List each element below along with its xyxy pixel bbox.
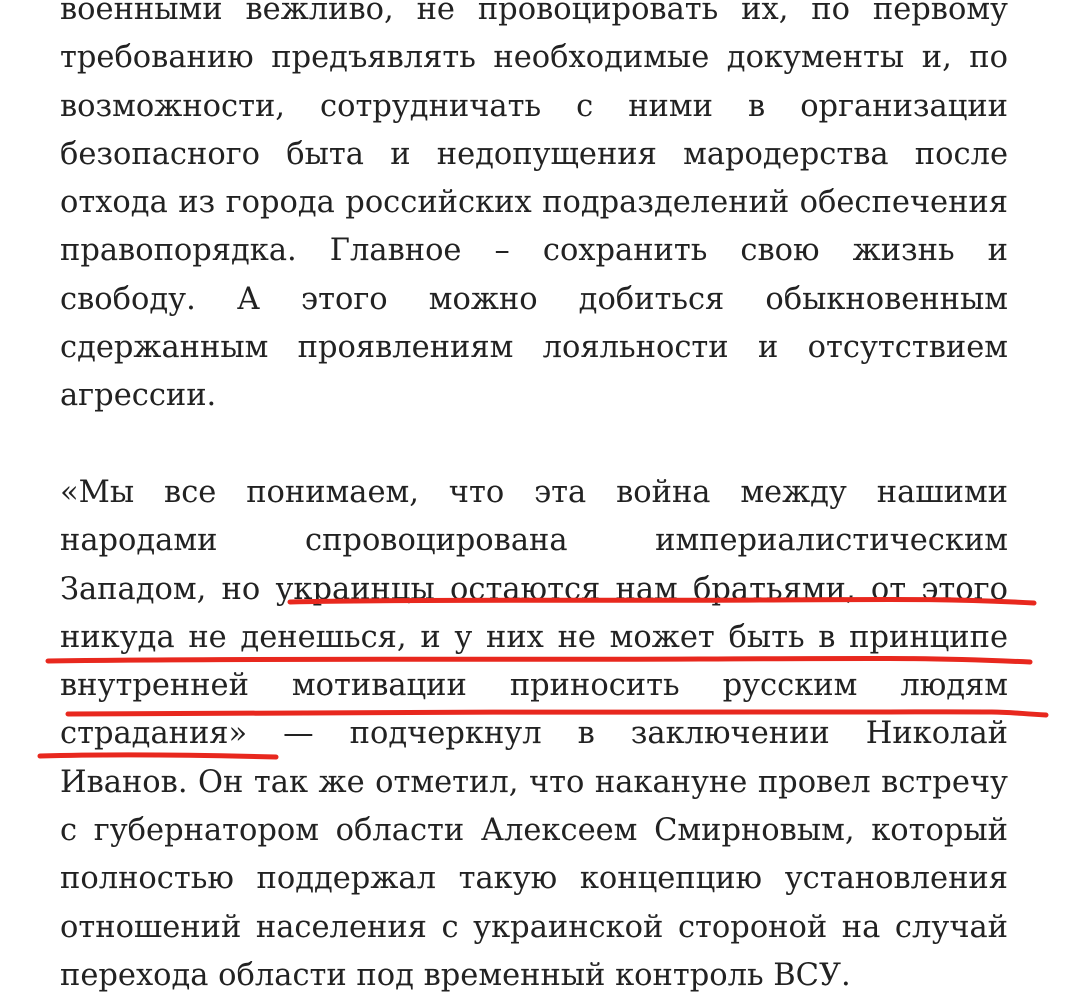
text-line: полностью поддержал такую концепцию установления bbox=[60, 861, 1008, 897]
text-line: возможности, сотрудничать с ними в организации bbox=[60, 88, 1008, 124]
text-line: с губернатором области Алексеем Смирновым, который bbox=[60, 813, 1008, 849]
text-line: правопорядка. Главное – сохранить свою жизнь и bbox=[60, 233, 1008, 269]
text-line: отхода из города российских подразделений обеспечения bbox=[60, 185, 1008, 221]
text-line: народами спровоцирована империалистическим bbox=[60, 523, 1008, 559]
text-line: агрессии. bbox=[60, 378, 217, 414]
text-line: Западом, но украинцы остаются нам братьями, от этого bbox=[60, 571, 1008, 607]
text-line: перехода области под временный контроль ВСУ. bbox=[60, 957, 851, 993]
article-body bbox=[60, 0, 1008, 1000]
text-line: «Мы все понимаем, что эта война между нашими bbox=[60, 474, 1008, 510]
text-line: сдержанным проявлениям лояльности и отсутствием bbox=[60, 330, 1008, 366]
paragraph-gap bbox=[60, 421, 1008, 469]
text-line: внутренней мотивации приносить русским людям bbox=[60, 668, 1008, 704]
text-line: свободу. А этого можно добиться обыкновенным bbox=[60, 281, 1008, 317]
paragraph-1 bbox=[60, 0, 1008, 421]
paragraph-2 bbox=[60, 469, 1008, 1000]
text-line: требованию предъявлять необходимые документы и, по bbox=[60, 40, 1008, 76]
text-line: безопасного быта и недопущения мародерства после bbox=[60, 136, 1008, 172]
text-line: никуда не денешься, и у них не может быть в принципе bbox=[60, 619, 1008, 655]
text-line: страдания» — подчеркнул в заключении Николай bbox=[60, 716, 1008, 752]
text-line: Иванов. Он так же отметил, что накануне провел встречу bbox=[60, 764, 1008, 800]
text-line: военными вежливо, не провоцировать их, по первому bbox=[60, 0, 1008, 27]
text-line: отношений населения с украинской стороной на случай bbox=[60, 909, 1008, 945]
